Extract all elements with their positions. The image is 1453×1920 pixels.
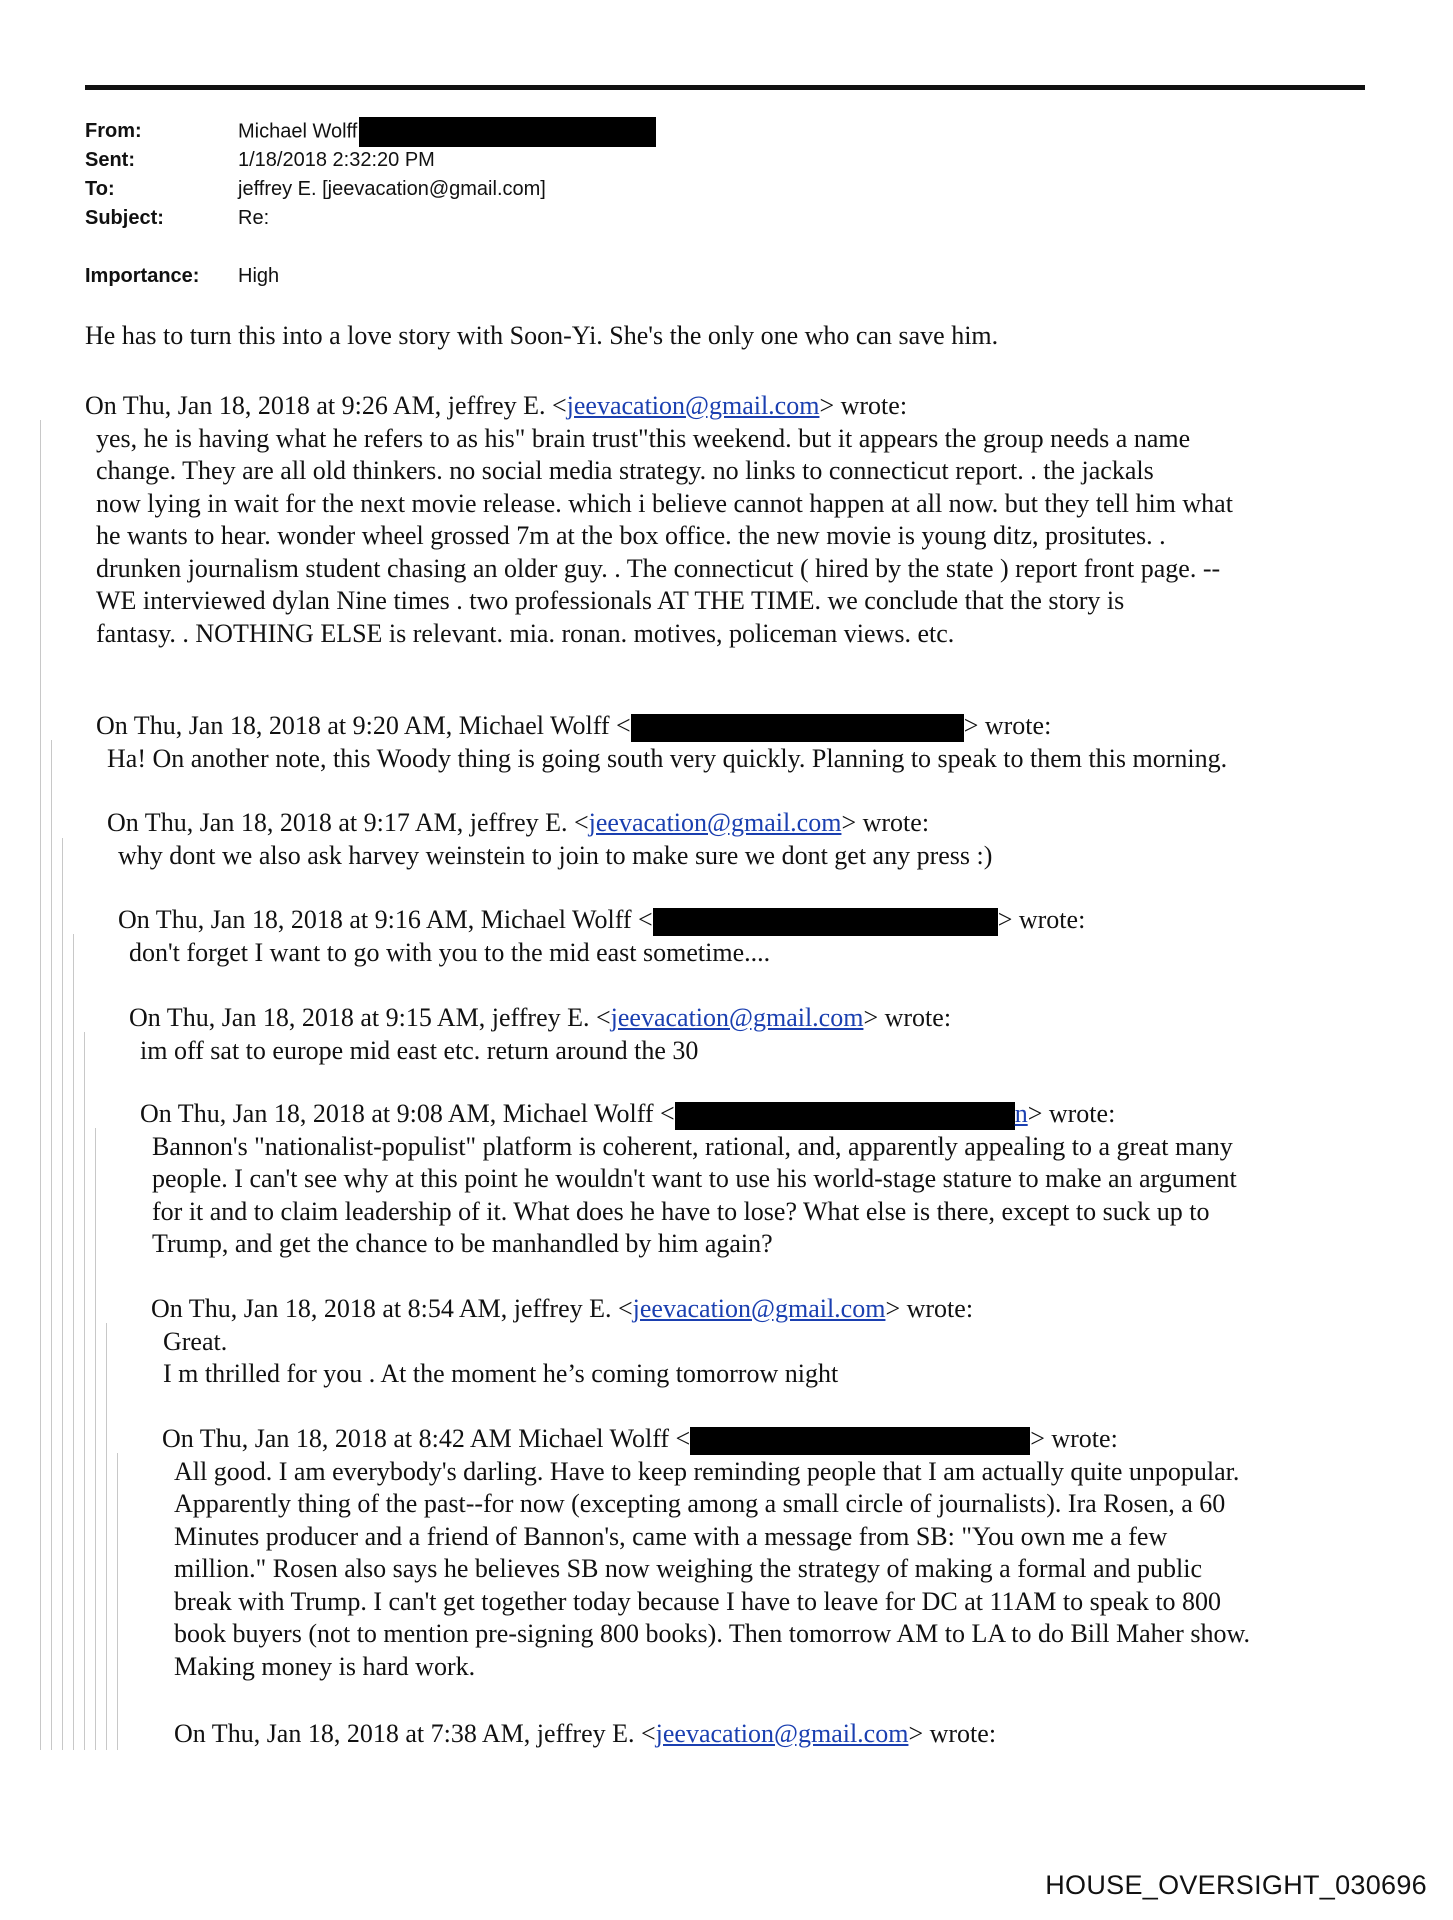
quote-line: book buyers (not to mention pre-signing 800 books). Then tomorrow AM to LA to do Bill Maher show.: [174, 1619, 1251, 1648]
quote-line: fantasy. . NOTHING ELSE is relevant. mia. ronan. motives, policeman views. etc.: [96, 618, 955, 648]
attribution-suffix: > wrote:: [863, 1003, 952, 1032]
email-link[interactable]: jeevacation@gmail.com: [610, 1003, 864, 1032]
attribution-prefix: On Thu, Jan 18, 2018 at 8:54 AM, jeffrey E. <: [151, 1294, 633, 1323]
subject-label: Subject:: [85, 207, 164, 229]
quote-line: im off sat to europe mid east etc. return around the 30: [140, 1035, 699, 1065]
quote-attribution: [96, 710, 1051, 743]
quote-line: Apparently thing of the past--for now (excepting among a small circle of journalists). Ira Rosen, a 60: [174, 1489, 1226, 1518]
quote-attribution: [140, 1098, 1115, 1131]
attribution-prefix: On Thu, Jan 18, 2018 at 9:26 AM, jeffrey E. <: [85, 391, 567, 420]
redaction-box: [690, 1427, 1030, 1455]
quote-line: now lying in wait for the next movie release. which i believe cannot happen at all now. but they tell him what: [96, 488, 1233, 518]
attribution-suffix: > wrote:: [841, 808, 930, 837]
attribution-suffix: > wrote:: [1030, 1424, 1118, 1453]
redaction-tail: n: [1014, 1099, 1028, 1128]
quote-nesting-bar: [40, 420, 41, 1750]
attribution-suffix: > wrote:: [997, 905, 1086, 934]
attribution-prefix: On Thu, Jan 18, 2018 at 9:08 AM, Michael Wolff <: [140, 1099, 675, 1128]
quote-attribution: [129, 1002, 951, 1035]
quote-nesting-bar: [106, 1323, 107, 1750]
message-body: He has to turn this into a love story with Soon-Yi. She's the only one who can save him.: [85, 321, 999, 350]
quote-line: Trump, and get the chance to be manhandled by him again?: [152, 1229, 773, 1258]
quote-line: change. They are all old thinkers. no social media strategy. no links to connecticut report. . the jackals: [96, 456, 1154, 485]
attribution-prefix: On Thu, Jan 18, 2018 at 7:38 AM, jeffrey E. <: [174, 1719, 656, 1748]
quote-line: Great.: [163, 1326, 228, 1356]
quote-line: million." Rosen also says he believes SB now weighing the strategy of making a formal and public: [174, 1554, 1203, 1583]
attribution-suffix: > wrote:: [963, 711, 1052, 740]
attribution-suffix: > wrote:: [1027, 1099, 1116, 1128]
quote-line: Minutes producer and a friend of Bannon's, came with a message from SB: "You own me a few: [174, 1521, 1168, 1551]
attribution-prefix: On Thu, Jan 18, 2018 at 9:20 AM, Michael Wolff <: [96, 711, 631, 740]
quote-attribution: [107, 807, 929, 840]
quote-line: WE interviewed dylan Nine times . two professionals AT THE TIME. we conclude that the story is: [96, 586, 1125, 615]
email-link[interactable]: jeevacation@gmail.com: [655, 1719, 909, 1748]
to-label: To:: [85, 178, 115, 200]
quote-line: Bannon's "nationalist-populist" platform is coherent, rational, and, apparently appealing to a great many: [152, 1131, 1233, 1161]
quote-attribution: [151, 1293, 973, 1326]
importance-label: Importance:: [85, 265, 200, 287]
to-value: jeffrey E. [jeevacation@gmail.com]: [238, 178, 546, 200]
quote-attribution: [85, 390, 907, 423]
quote-line: I m thrilled for you . At the moment he’s coming tomorrow night: [163, 1359, 839, 1388]
from-label: From:: [85, 120, 142, 142]
quote-attribution: [162, 1423, 1118, 1456]
quote-attribution: [174, 1718, 996, 1751]
email-link[interactable]: jeevacation@gmail.com: [588, 808, 842, 837]
quote-line: he wants to hear. wonder wheel grossed 7m at the box office. the new movie is young ditz, prositutes. .: [96, 521, 1166, 550]
redaction-box: [631, 714, 964, 742]
quote-line: drunken journalism student chasing an older guy. . The connecticut ( hired by the state ) report front page. --: [96, 553, 1221, 583]
email-link[interactable]: jeevacation@gmail.com: [632, 1294, 886, 1323]
attribution-suffix: > wrote:: [819, 391, 908, 420]
attribution-suffix: > wrote:: [908, 1719, 997, 1748]
quote-line: Ha! On another note, this Woody thing is going south very quickly. Planning to speak to them this morning.: [107, 743, 1228, 773]
quote-nesting-bar: [117, 1453, 118, 1750]
quote-line: break with Trump. I can't get together today because I have to leave for DC at 11AM to speak to 800: [174, 1586, 1222, 1616]
quote-line: for it and to claim leadership of it. What does he have to lose? What else is there, except to suck up to: [152, 1196, 1210, 1226]
quote-nesting-bar: [73, 934, 74, 1750]
redaction-box: [675, 1102, 1015, 1130]
quote-nesting-bar: [84, 1032, 85, 1750]
quote-line: yes, he is having what he refers to as his" brain trust"this weekend. but it appears the group needs a name: [96, 423, 1191, 453]
email-link[interactable]: jeevacation@gmail.com: [566, 391, 820, 420]
quote-line: people. I can't see why at this point he wouldn't want to use his world-stage stature to make an argument: [152, 1164, 1237, 1193]
quote-line: All good. I am everybody's darling. Have to keep reminding people that I am actually quite unpopular.: [174, 1456, 1240, 1486]
attribution-prefix: On Thu, Jan 18, 2018 at 9:16 AM, Michael Wolff <: [118, 905, 653, 934]
bates-number: HOUSE_OVERSIGHT_030696: [1045, 1870, 1427, 1900]
attribution-prefix: On Thu, Jan 18, 2018 at 9:17 AM, jeffrey E. <: [107, 808, 589, 837]
redaction-box: [653, 908, 998, 936]
quote-line: Making money is hard work.: [174, 1651, 476, 1681]
sent-label: Sent:: [85, 149, 135, 171]
sent-value: 1/18/2018 2:32:20 PM: [238, 149, 435, 171]
header-rule: [85, 85, 1365, 90]
quote-attribution: [118, 904, 1085, 937]
attribution-prefix: On Thu, Jan 18, 2018 at 9:15 AM, jeffrey E. <: [129, 1003, 611, 1032]
quote-line: don't forget I want to go with you to the mid east sometime....: [129, 937, 771, 967]
redaction-box: [359, 117, 656, 147]
sender-name: Michael Wolff: [238, 120, 358, 143]
quote-nesting-bar: [95, 1128, 96, 1750]
attribution-suffix: > wrote:: [885, 1294, 974, 1323]
quote-line: why dont we also ask harvey weinstein to join to make sure we dont get any press :): [118, 840, 993, 870]
quote-nesting-bar: [51, 740, 52, 1750]
importance-value: High: [238, 265, 280, 287]
subject-value: Re:: [238, 207, 270, 229]
quote-nesting-bar: [62, 838, 63, 1750]
attribution-prefix: On Thu, Jan 18, 2018 at 8:42 AM Michael Wolff <: [162, 1424, 691, 1453]
from-value: [238, 117, 656, 147]
